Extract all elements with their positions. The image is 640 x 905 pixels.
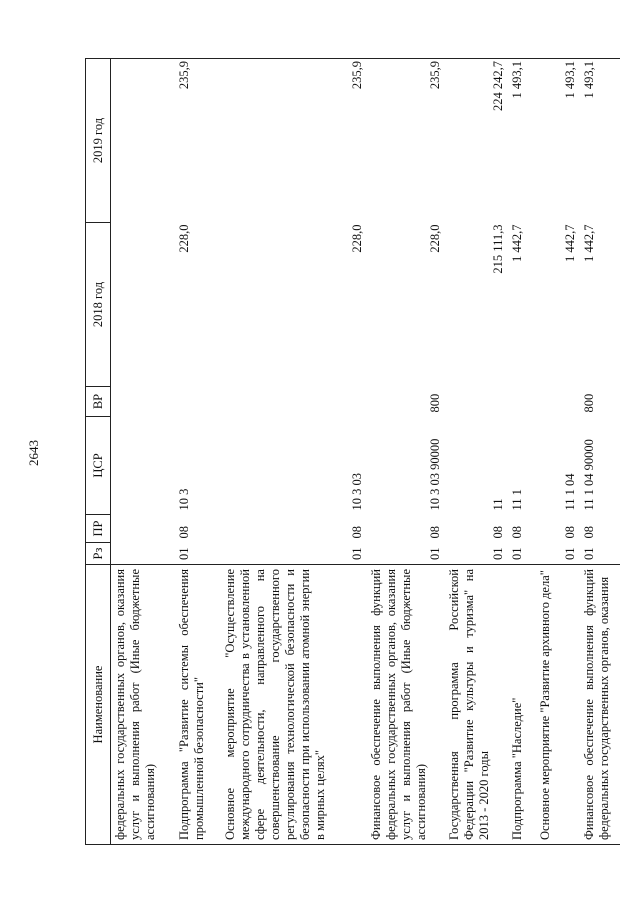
- row-csr: [111, 417, 175, 515]
- table-row: [111, 59, 175, 845]
- table-row: [536, 59, 580, 845]
- row-vr: [175, 387, 221, 417]
- row-vr: 800: [581, 393, 596, 413]
- row-csr: 10 3 03 90000: [427, 438, 442, 511]
- row-name: Основное мероприятие "Развитие архивного дела": [536, 565, 580, 845]
- row-rz: 01: [490, 547, 505, 560]
- row-pr: 08: [509, 526, 524, 539]
- row-csr: 10 3: [176, 488, 191, 511]
- row-pr: 08: [562, 526, 577, 539]
- row-2018: 228,0: [427, 224, 442, 253]
- row-vr: [221, 387, 367, 417]
- row-pr: 08: [349, 526, 364, 539]
- row-2018: 215 111,3: [490, 224, 505, 274]
- header-2018: 2018 год: [86, 223, 111, 387]
- row-rz: 01: [349, 547, 364, 560]
- row-vr: [111, 387, 175, 417]
- table-row: [508, 59, 536, 845]
- row-name: Финансовое обеспечение выполнения функций федеральных государственных органов, оказания: [580, 565, 620, 845]
- header-csr: ЦСР: [86, 417, 111, 515]
- row-name: федеральных государственных органов, оказания услуг и выполнения работ (Иные бюджетные ассигнования): [111, 565, 175, 845]
- row-csr: 10 3 03: [349, 473, 364, 511]
- row-csr: 11 1: [509, 489, 524, 511]
- row-2018: 1 442,7: [562, 224, 577, 262]
- row-2019: 1 493,1: [580, 59, 620, 223]
- row-2019: 1 493,1: [508, 59, 536, 223]
- row-rz: 01: [427, 547, 442, 560]
- table-row: [175, 59, 221, 845]
- row-name: Государственная программа Российской Федерации "Развитие культуры и туризма" на 2013 - 2020 годы: [445, 565, 508, 845]
- budget-table-rotated: [85, 59, 611, 845]
- row-csr: 11: [490, 498, 505, 511]
- header-pr: ПР: [86, 515, 111, 543]
- row-2019: 235,9: [221, 59, 367, 223]
- row-name: Финансовое обеспечение выполнения функций федеральных государственных органов, оказания услуг и выполнения работ (Иные бюджетные ассигнования): [367, 565, 445, 845]
- row-2019: 235,9: [175, 59, 221, 223]
- table-row: [221, 59, 367, 845]
- table-row: [367, 59, 445, 845]
- row-vr: 800: [427, 393, 442, 413]
- row-pr: 08: [490, 526, 505, 539]
- header-rz: Рз: [86, 543, 111, 565]
- row-2019: 235,9: [367, 59, 445, 223]
- row-2019: 224 242,7: [445, 59, 508, 223]
- row-2019: [111, 59, 175, 223]
- row-csr: 11 1 04: [562, 473, 577, 511]
- header-name: Наименование: [86, 565, 111, 845]
- row-2018: 1 442,7: [509, 224, 524, 262]
- table-row: [580, 59, 620, 845]
- row-vr: [508, 387, 536, 417]
- row-pr: [111, 515, 175, 543]
- row-vr: [536, 387, 580, 417]
- header-vr: ВР: [86, 387, 111, 417]
- budget-table: [85, 58, 620, 845]
- row-2018: 228,0: [176, 224, 191, 253]
- row-2018: [111, 223, 175, 387]
- table-row: [445, 59, 508, 845]
- row-pr: 08: [176, 526, 191, 539]
- row-csr: 11 1 04 90000: [581, 439, 596, 511]
- row-name: Основное мероприятие "Осуществление международного сотрудничества в установленной сфере деятельности, направленного на совершенствование государственного регулирования технологической безопасности и безопасности при использовании атомной энергии в мирных целях": [221, 565, 367, 845]
- table-header-row: [86, 59, 111, 845]
- row-rz: 01: [562, 547, 577, 560]
- page-number: 2643: [26, 440, 41, 466]
- row-rz: [111, 543, 175, 565]
- header-2019: 2019 год: [86, 59, 111, 223]
- row-rz: 01: [581, 547, 596, 560]
- row-2019: 1 493,1: [536, 59, 580, 223]
- row-rz: 01: [509, 547, 524, 560]
- row-2018: 228,0: [349, 224, 364, 253]
- row-name: Подпрограмма "Развитие системы обеспечения промышленной безопасности": [175, 565, 221, 845]
- row-rz: 01: [176, 547, 191, 560]
- row-pr: 08: [581, 526, 596, 539]
- row-2018: 1 442,7: [581, 224, 596, 262]
- row-pr: 08: [427, 526, 442, 539]
- row-name: Подпрограмма "Наследие": [508, 565, 536, 845]
- row-vr: [445, 387, 508, 417]
